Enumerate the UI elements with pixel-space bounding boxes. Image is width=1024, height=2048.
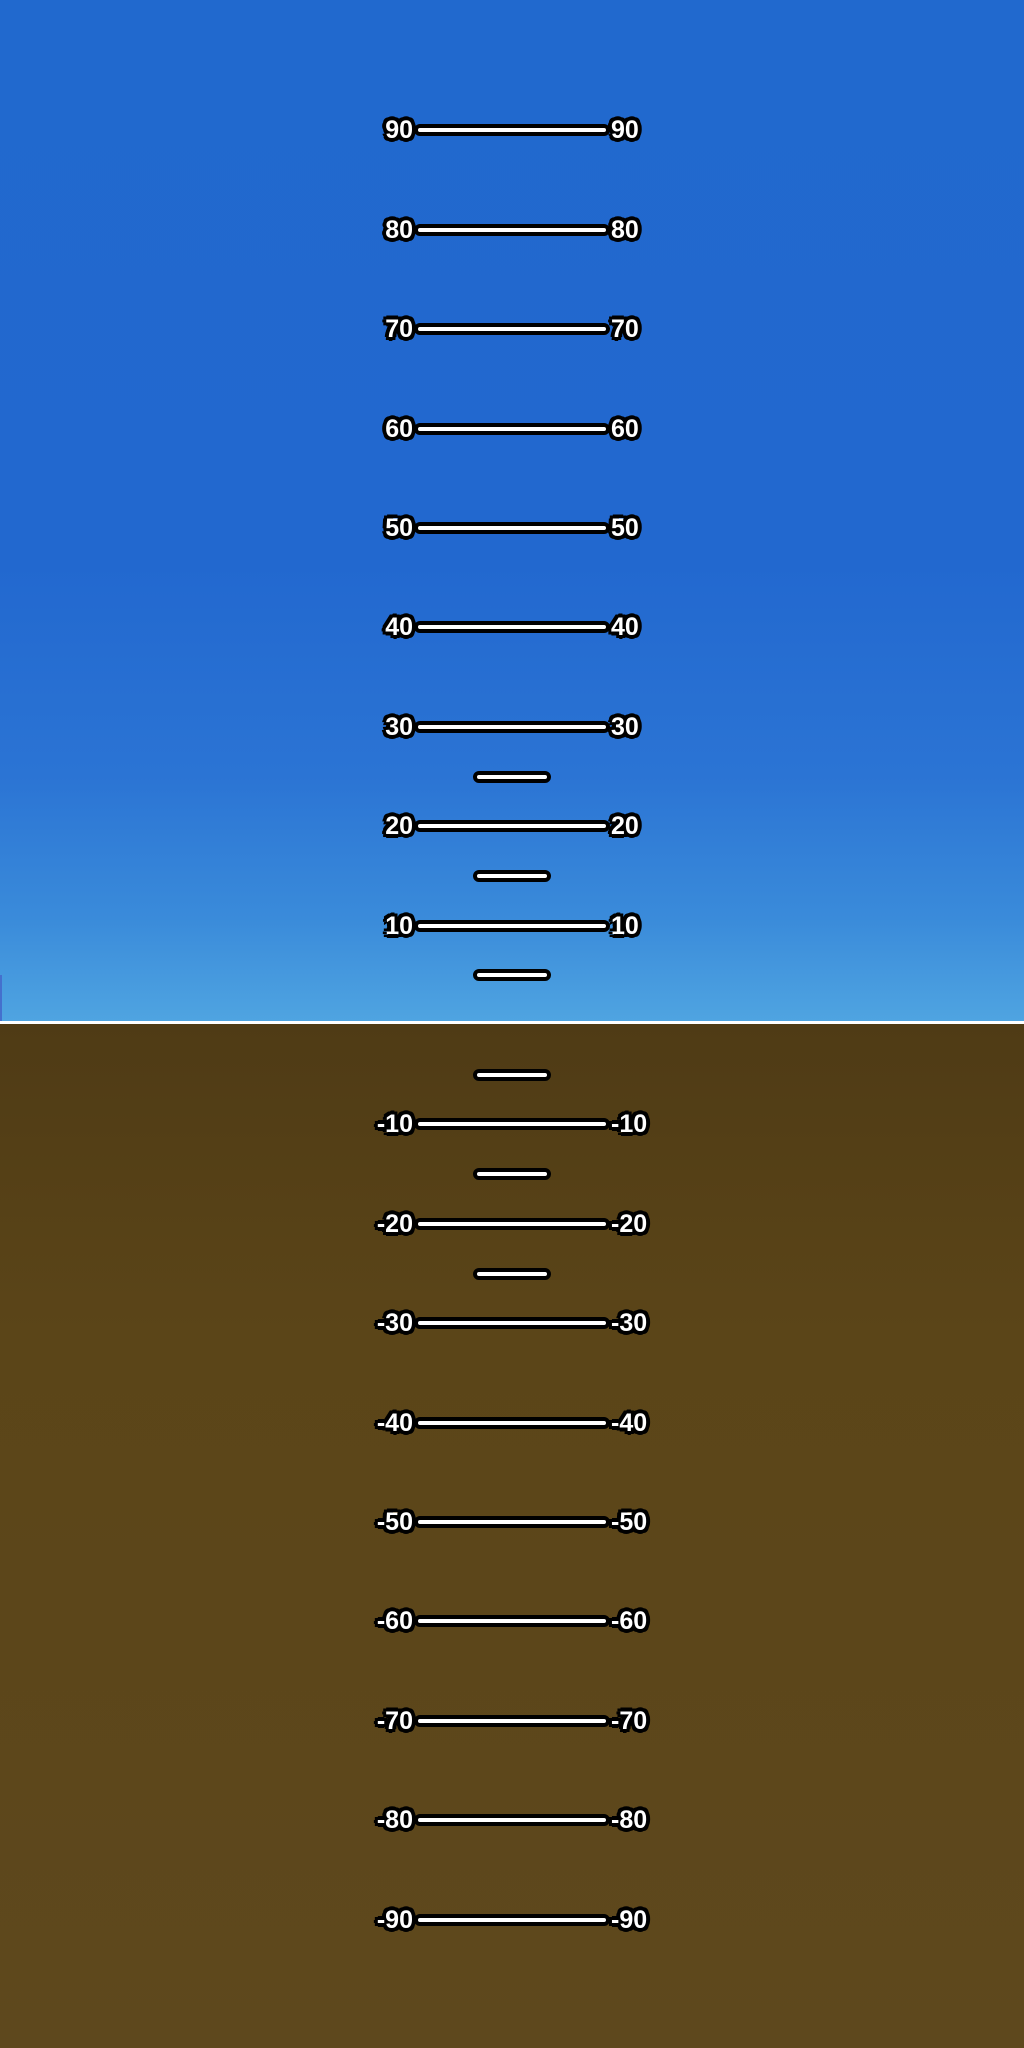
pitch-label-right: 10 xyxy=(611,911,639,940)
pitch-line-minor xyxy=(473,1168,551,1180)
pitch-label-left: -40 xyxy=(376,1408,413,1437)
pitch-line-major xyxy=(414,323,610,335)
pitch-label-left: -80 xyxy=(376,1806,413,1835)
pitch-line-major xyxy=(414,423,610,435)
pitch-label-right: 90 xyxy=(611,116,639,145)
pitch-label-left: 50 xyxy=(385,514,413,542)
pitch-label-left: 30 xyxy=(385,712,413,741)
pitch-line-major xyxy=(414,124,610,136)
pitch-label-right: 50 xyxy=(611,514,639,542)
pitch-line-minor xyxy=(473,969,551,981)
pitch-label-left: -20 xyxy=(376,1209,413,1238)
pitch-line-major xyxy=(414,820,610,832)
pitch-label-right: -80 xyxy=(611,1806,648,1835)
pitch-line-major xyxy=(414,224,610,236)
pitch-line-major xyxy=(414,1516,610,1528)
pitch-label-right: -10 xyxy=(611,1110,648,1139)
pitch-label-left: -90 xyxy=(376,1905,413,1934)
pitch-line-major xyxy=(414,1814,610,1826)
pitch-label-left: 70 xyxy=(385,315,413,344)
pitch-line-major xyxy=(414,1218,610,1230)
pitch-label-left: -70 xyxy=(376,1706,413,1735)
pitch-label-left: 90 xyxy=(385,116,413,145)
pitch-line-minor xyxy=(473,1069,551,1081)
pitch-label-right: -30 xyxy=(611,1309,648,1338)
pitch-line-minor xyxy=(473,870,551,882)
pitch-label-right: 30 xyxy=(611,712,639,741)
pitch-label-left: -30 xyxy=(376,1309,413,1338)
pitch-line-major xyxy=(414,1417,610,1429)
pitch-label-right: 40 xyxy=(611,613,639,642)
pitch-label-left: 40 xyxy=(385,613,413,642)
pitch-label-right: -90 xyxy=(611,1905,648,1934)
pitch-line-major xyxy=(414,621,610,633)
pitch-line-major xyxy=(414,522,610,534)
pitch-label-left: -50 xyxy=(376,1508,413,1536)
pitch-label-right: 20 xyxy=(611,812,639,841)
pitch-line-major xyxy=(414,1715,610,1727)
pitch-label-right: -70 xyxy=(611,1706,648,1735)
pitch-label-right: 80 xyxy=(611,215,639,244)
pitch-label-right: -20 xyxy=(611,1209,648,1238)
pitch-label-right: -40 xyxy=(611,1408,648,1437)
pitch-label-right: 70 xyxy=(611,315,639,344)
pitch-line-major xyxy=(414,721,610,733)
pitch-label-left: 60 xyxy=(385,414,413,443)
pitch-label-right: 60 xyxy=(611,414,639,443)
pitch-line-major xyxy=(414,920,610,932)
pitch-line-major xyxy=(414,1118,610,1130)
pitch-label-left: 80 xyxy=(385,215,413,244)
pitch-label-left: 20 xyxy=(385,812,413,841)
pitch-line-major xyxy=(414,1914,610,1926)
pitch-label-right: -50 xyxy=(611,1508,648,1536)
pitch-line-minor xyxy=(473,771,551,783)
pitch-line-major xyxy=(414,1317,610,1329)
pitch-label-left: 10 xyxy=(385,911,413,940)
pitch-label-right: -60 xyxy=(611,1607,648,1636)
pitch-label-left: -10 xyxy=(376,1110,413,1139)
pitch-line-major xyxy=(414,1615,610,1627)
pitch-line-minor xyxy=(473,1268,551,1280)
pitch-label-left: -60 xyxy=(376,1607,413,1636)
